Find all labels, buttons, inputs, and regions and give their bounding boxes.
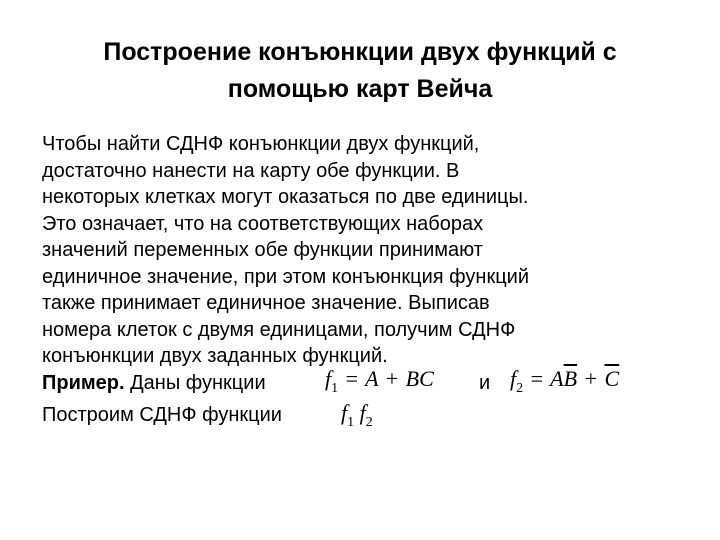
paragraph-line: также принимает единичное значение. Выписав	[42, 292, 490, 314]
example-label: Пример.	[42, 371, 125, 394]
title-line-2: помощью карт Вейча	[227, 75, 493, 103]
paragraph-line: достаточно нанести на карту обе функции. В	[42, 159, 460, 182]
paragraph-line: номера клеток с двумя единицами, получим СДНФ	[42, 318, 516, 341]
example-text: Даны функции	[130, 371, 266, 394]
example-row	[42, 365, 682, 402]
conjunction-and: и	[479, 371, 491, 394]
formula-f2: $f_2 = A\overline{B} + \overline{C}$	[510, 365, 620, 396]
build-text: Построим СДНФ функции	[42, 403, 282, 426]
paragraph-line: значений переменных обе функции принимают	[42, 239, 483, 261]
paragraph-line: Это означает, что на соответствующих наборах	[42, 212, 484, 235]
slide-title	[40, 34, 680, 108]
formula-product: $f_1$ $f_2$	[341, 399, 373, 430]
formula-f1: $f_1 = A$ + BC	[325, 365, 434, 396]
paragraph-line: некоторых клетках могут оказаться по две единицы.	[42, 186, 529, 208]
title-line-1: Построение конъюнкции двух функций с	[103, 38, 617, 66]
paragraph-line: единичное значение, при этом конъюнкция функций	[42, 265, 529, 288]
slide-body	[42, 131, 682, 434]
paragraph-line: Чтобы найти СДНФ конъюнкции двух функций,	[42, 133, 480, 155]
paragraph-line: конъюнкции двух заданных функций.	[42, 345, 388, 367]
description-paragraph	[42, 131, 682, 370]
build-row	[42, 399, 682, 434]
